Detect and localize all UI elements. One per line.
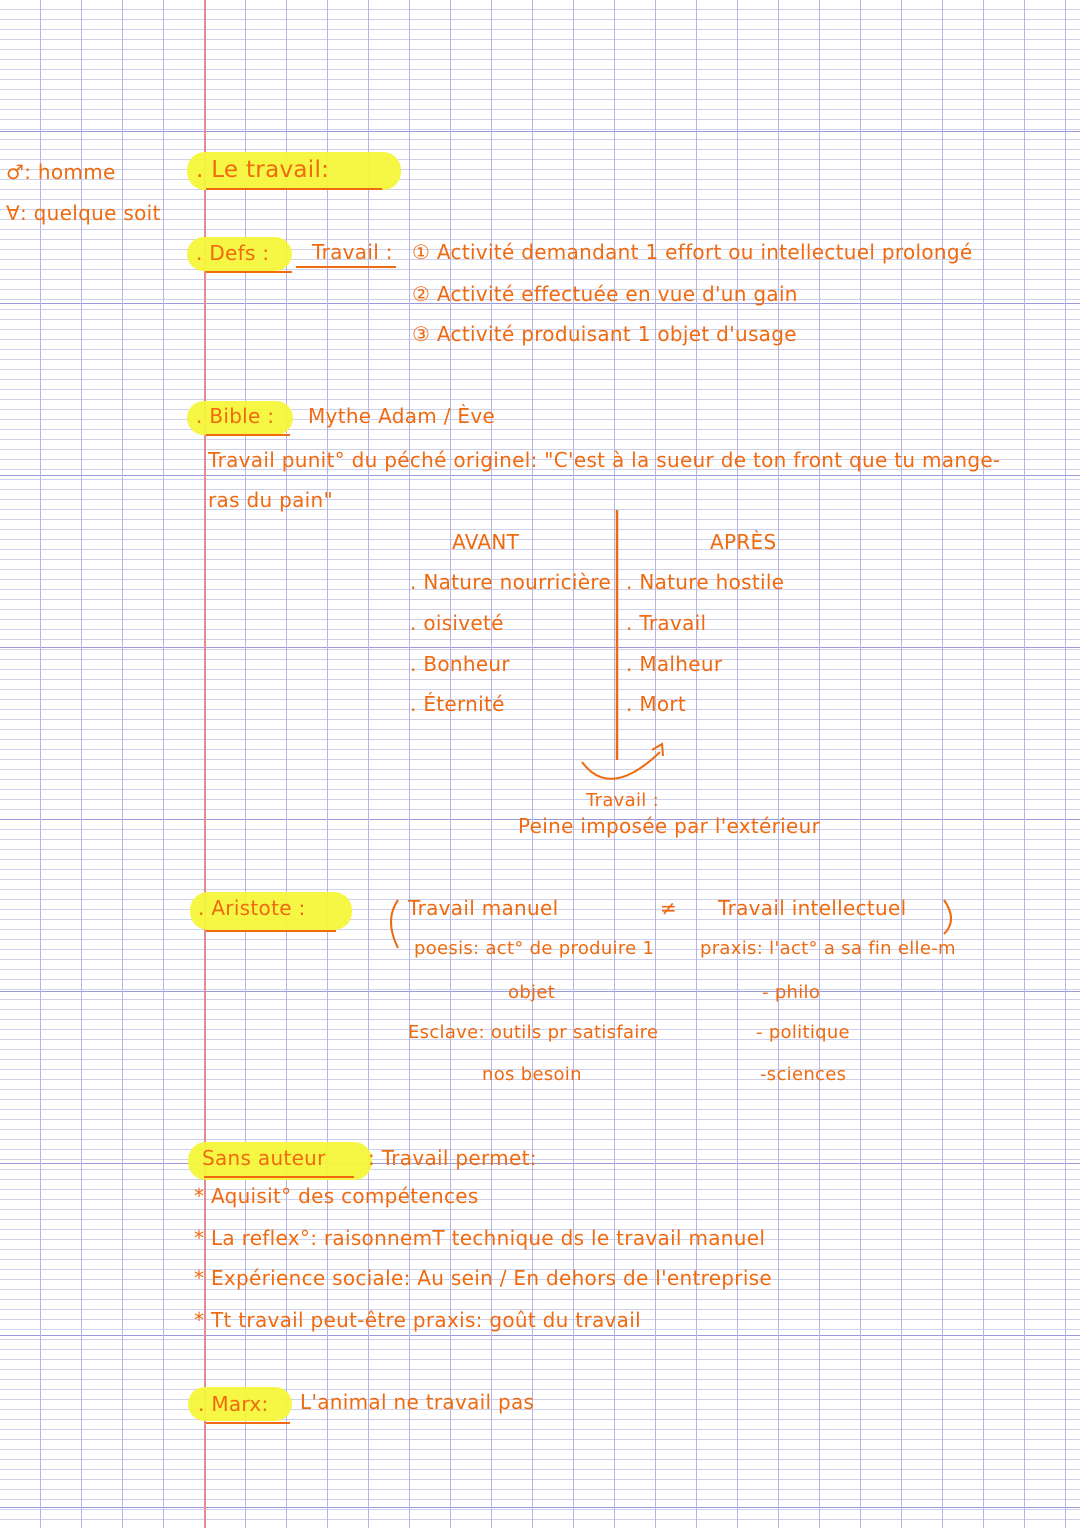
def-item-3: ③ Activité produisant 1 objet d'usage <box>412 322 797 346</box>
def-item-2: ② Activité effectuée en vue d'un gain <box>412 282 798 306</box>
aristote-left-title: Travail manuel <box>408 896 559 920</box>
aristote-right-line-1: praxis: l'act° a sa fin elle-m <box>700 938 956 959</box>
aristote-brace-icon <box>391 900 398 948</box>
sans-auteur-label: Sans auteur <box>202 1146 326 1170</box>
marx-text: L'animal ne travail pas <box>300 1390 535 1414</box>
arrow-description: Peine imposée par l'extérieur <box>518 814 821 838</box>
aristote-brace-right-icon <box>944 900 951 934</box>
before-header: AVANT <box>452 530 520 554</box>
marx-label: . Marx: <box>198 1392 269 1416</box>
bible-label: . Bible : <box>196 404 275 428</box>
curved-arrow <box>582 752 660 779</box>
aristote-right-title: Travail intellectuel <box>718 896 907 920</box>
defs-term: Travail : <box>312 240 393 264</box>
aristote-left-line-3: Esclave: outils pr satisfaire <box>408 1022 659 1043</box>
def-item-1: ① Activité demandant 1 effort ou intellectuel prolongé <box>412 240 973 264</box>
after-header: APRÈS <box>710 530 777 554</box>
aristote-right-line-4: -sciences <box>760 1064 847 1085</box>
sans-auteur-item-3: * Expérience sociale: Au sein / En dehors de l'entreprise <box>194 1266 772 1290</box>
before-item-4: . Éternité <box>410 692 505 716</box>
after-item-2: . Travail <box>626 611 707 635</box>
aristote-neq: ≠ <box>660 896 678 920</box>
sans-auteur-item-4: * Tt travail peut-être praxis: goût du travail <box>194 1308 641 1332</box>
after-item-3: . Malheur <box>626 652 723 676</box>
bible-quote-line2: ras du pain" <box>208 488 333 512</box>
before-item-2: . oisiveté <box>410 611 504 635</box>
before-item-1: . Nature nourricière <box>410 570 612 594</box>
defs-label: . Defs : <box>196 241 270 265</box>
sans-auteur-item-1: * Aquisit° des compétences <box>194 1184 479 1208</box>
aristote-label: . Aristote : <box>198 896 306 920</box>
aristote-left-line-1: poesis: act° de produire 1 <box>414 938 655 959</box>
aristote-left-line-4: nos besoin <box>482 1064 582 1085</box>
after-item-4: . Mort <box>626 692 687 716</box>
aristote-left-line-2: objet <box>508 982 556 1003</box>
before-item-3: . Bonheur <box>410 652 510 676</box>
margin-note-quelque-soit: ∀: quelque soit <box>6 201 161 225</box>
aristote-right-line-2: - philo <box>762 982 821 1003</box>
sans-auteur-item-2: * La reflex°: raisonnemT technique ds le travail manuel <box>194 1226 766 1250</box>
margin-note-homme: ♂: homme <box>6 160 116 184</box>
defs-underline <box>206 271 292 273</box>
bible-underline <box>206 434 290 436</box>
bible-quote-line1: Travail punit° du péché originel: "C'est à la sueur de ton front que tu mange- <box>208 448 1001 472</box>
title-underline <box>206 188 382 190</box>
aristote-right-line-3: - politique <box>756 1022 850 1043</box>
aristote-underline <box>206 930 336 932</box>
sans-auteur-underline <box>204 1176 354 1178</box>
after-item-1: . Nature hostile <box>626 570 785 594</box>
defs-term-underline <box>296 266 396 268</box>
arrow-label: Travail : <box>586 790 659 811</box>
sans-auteur-intro: : Travail permet: <box>368 1146 537 1170</box>
page-title: . Le travail: <box>196 157 330 183</box>
arrow-head-icon <box>652 744 663 756</box>
marx-underline <box>206 1422 290 1424</box>
bible-subject: Mythe Adam / Ève <box>308 404 496 428</box>
